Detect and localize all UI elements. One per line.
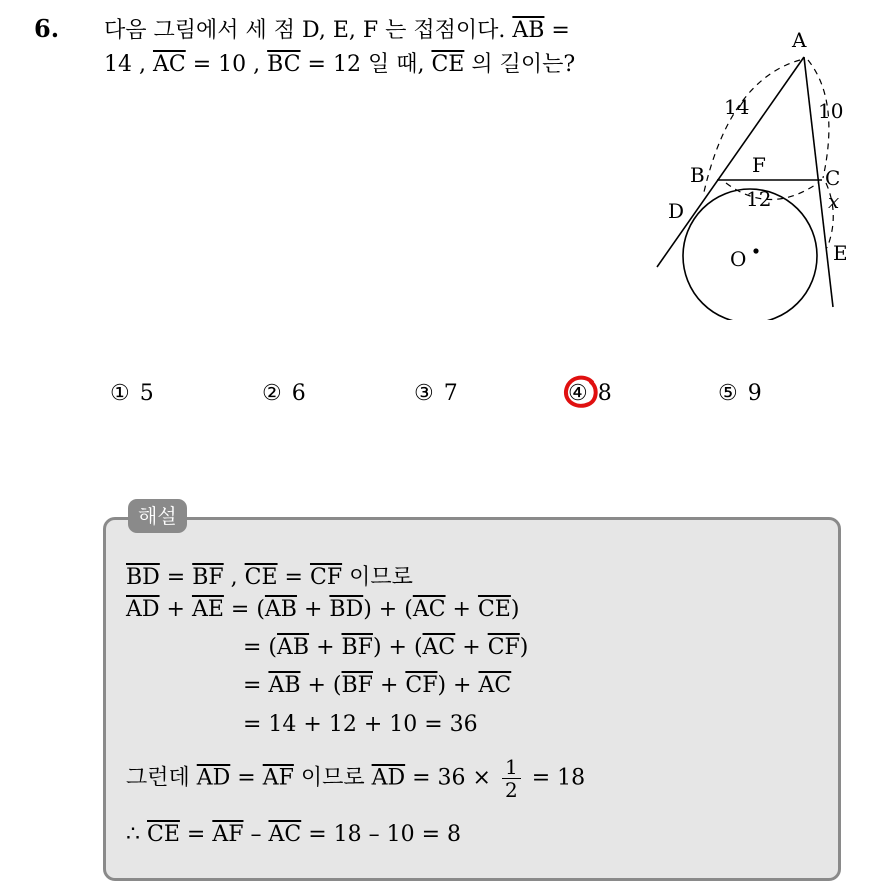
seg-bc: $\overline{BC}$ <box>267 52 301 77</box>
seg: $\overline{AB}$ <box>277 635 310 660</box>
op: + <box>445 597 478 622</box>
therefore-symbol: ∴ <box>126 822 147 847</box>
text: 이므로 <box>293 765 372 791</box>
label-a: A <box>792 28 807 52</box>
op: ) <box>510 597 520 622</box>
choice-5[interactable] <box>718 381 762 406</box>
label-x: x <box>828 189 840 213</box>
solution-line-1 <box>126 560 413 591</box>
seg: $\overline{AE}$ <box>191 597 224 622</box>
choice-1-mark: ① <box>110 381 130 406</box>
op: = <box>243 673 269 698</box>
seg-ac: $\overline{AC}$ <box>152 52 186 77</box>
seg: $\overline{AD}$ <box>126 597 160 622</box>
solution-line-4 <box>243 673 511 698</box>
label-ac-length: 10 <box>818 99 844 123</box>
label-b: B <box>690 163 705 187</box>
seg: $\overline{CF}$ <box>309 565 343 590</box>
op: ) + <box>437 673 479 698</box>
op: – <box>243 822 269 847</box>
seg: $\overline{CE}$ <box>147 822 180 847</box>
q-line2-c: = 12 일 때, <box>300 52 432 77</box>
op: = <box>159 565 193 590</box>
line-a-d <box>657 57 804 267</box>
choice-2[interactable] <box>262 381 306 406</box>
seg-ab: $\overline{AB}$ <box>512 18 545 43</box>
text: 이므로 <box>342 565 413 590</box>
q-line1-post: = <box>544 18 570 43</box>
op: + <box>455 635 488 660</box>
choice-4-mark: ④ <box>568 381 588 406</box>
label-d: D <box>668 199 685 223</box>
solution-tag: 해설 <box>128 499 187 533</box>
answer-choices <box>110 381 850 417</box>
op: , <box>223 565 245 590</box>
op: + ( <box>300 673 342 698</box>
choice-3-value: 7 <box>443 381 458 406</box>
op: = ( <box>243 635 278 660</box>
text: 그런데 <box>126 765 197 791</box>
question-text <box>104 14 634 82</box>
label-e: E <box>833 241 848 265</box>
solution-line-5: = 14 + 12 + 10 = 36 <box>243 712 478 737</box>
seg: $\overline{AC}$ <box>268 822 302 847</box>
q-line2-b: = 10 , <box>185 52 268 77</box>
op: = <box>230 765 263 791</box>
choice-3[interactable] <box>414 381 458 406</box>
op: + <box>159 597 192 622</box>
seg: $\overline{CE}$ <box>477 597 511 622</box>
label-ab-length: 14 <box>724 95 750 119</box>
seg: $\overline{AF}$ <box>262 765 294 791</box>
fraction-numerator: 1 <box>502 756 521 779</box>
seg: $\overline{AC}$ <box>478 673 512 698</box>
label-c: C <box>825 166 841 190</box>
choice-3-mark: ③ <box>414 381 434 406</box>
seg: $\overline{BD}$ <box>126 565 160 590</box>
op: ) + ( <box>363 597 413 622</box>
op: + <box>372 673 406 698</box>
choice-5-mark: ⑤ <box>718 381 738 406</box>
op: = ( <box>223 597 265 622</box>
choice-2-mark: ② <box>262 381 282 406</box>
seg: $\overline{CF}$ <box>487 635 520 660</box>
choice-4[interactable] <box>568 381 612 406</box>
solution-line-7 <box>126 822 461 847</box>
op: ) + ( <box>372 635 423 660</box>
seg: $\overline{AB}$ <box>264 597 297 622</box>
geometry-figure <box>640 20 880 320</box>
solution-line-6 <box>126 756 585 801</box>
op: = 36 × <box>405 765 498 791</box>
q-line2-d: 의 길이는? <box>464 52 576 77</box>
label-bc-length: 12 <box>746 187 772 211</box>
q-line2-a: 14 , <box>104 52 153 77</box>
q-line1-pre: 다음 그림에서 세 점 D, E, F 는 접점이다. <box>104 18 513 43</box>
solution-line-3 <box>243 635 528 660</box>
seg: $\overline{AF}$ <box>212 822 244 847</box>
op: = <box>277 565 310 590</box>
seg: $\overline{CE}$ <box>244 565 278 590</box>
solution-line-2 <box>126 597 519 622</box>
seg-ce: $\overline{CE}$ <box>431 52 465 77</box>
seg: $\overline{BF}$ <box>341 673 373 698</box>
fraction-one-half <box>502 756 521 801</box>
choice-1-value: 5 <box>139 381 154 406</box>
op: = <box>179 822 213 847</box>
op: ) <box>519 635 529 660</box>
seg: $\overline{BF}$ <box>341 635 373 660</box>
op: = 18 <box>524 765 586 791</box>
selected-answer-circle <box>562 373 600 411</box>
choice-4-value: 8 <box>597 381 612 406</box>
op: + <box>296 597 330 622</box>
arc-bc <box>726 183 818 200</box>
choice-2-value: 6 <box>291 381 306 406</box>
op: = 18 – 10 = 8 <box>301 822 462 847</box>
seg: $\overline{CF}$ <box>405 673 438 698</box>
question-number: 6. <box>34 14 60 43</box>
seg: $\overline{BD}$ <box>329 597 364 622</box>
seg: $\overline{AC}$ <box>422 635 456 660</box>
label-f: F <box>752 153 766 177</box>
label-o: O <box>730 247 747 271</box>
seg: $\overline{AD}$ <box>371 765 406 791</box>
seg: $\overline{AC}$ <box>412 597 446 622</box>
seg: $\overline{BF}$ <box>192 565 224 590</box>
seg: $\overline{AD}$ <box>196 765 231 791</box>
seg: $\overline{AB}$ <box>268 673 301 698</box>
choice-5-value: 9 <box>747 381 762 406</box>
fraction-denominator: 2 <box>504 778 518 802</box>
solution-panel <box>103 517 841 881</box>
choice-1[interactable] <box>110 381 154 406</box>
op: + <box>309 635 342 660</box>
center-dot <box>753 248 758 253</box>
